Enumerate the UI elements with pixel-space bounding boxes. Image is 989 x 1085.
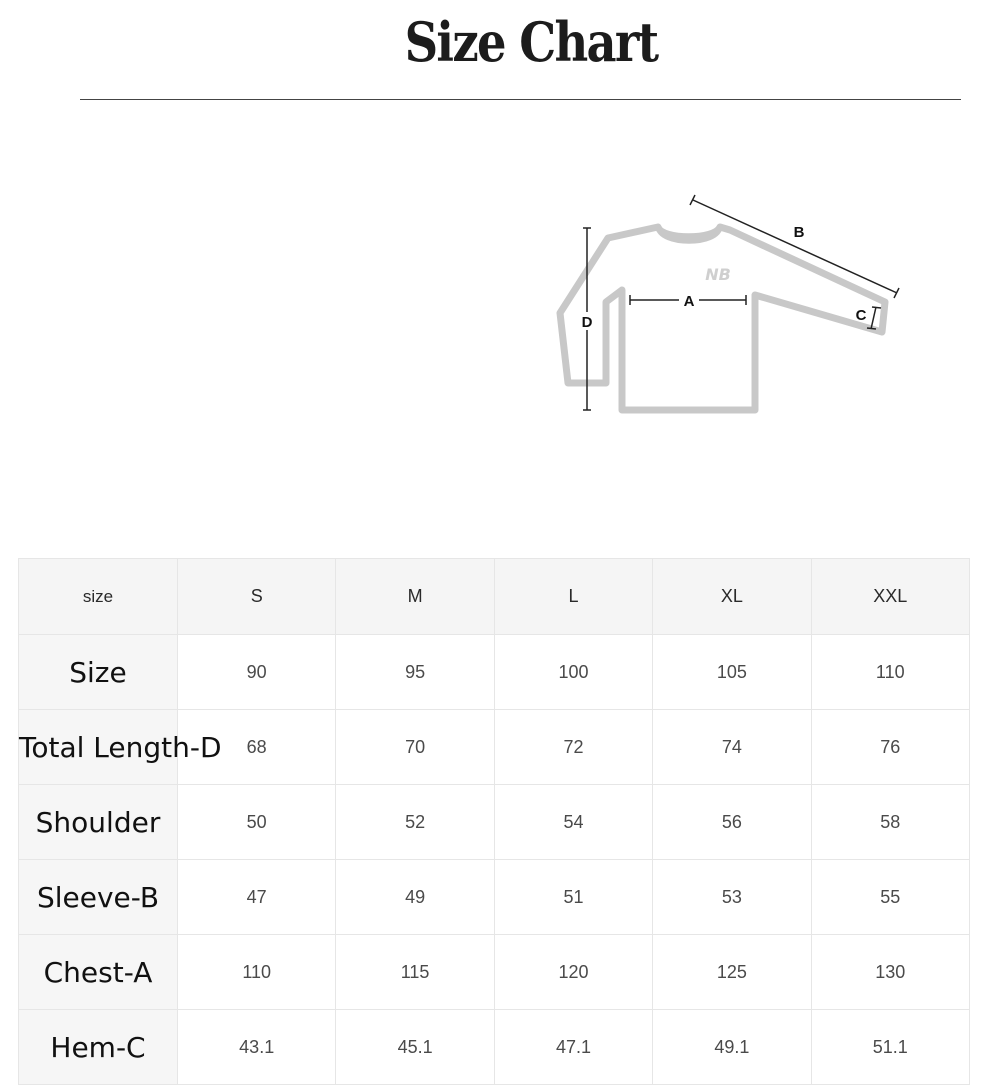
- table-cell: 74: [653, 710, 811, 785]
- table-row: [19, 935, 970, 1010]
- table-cell: 110: [811, 635, 969, 710]
- table-cell: 56: [653, 785, 811, 860]
- title-divider: [80, 99, 961, 100]
- table-cell: 110: [178, 935, 336, 1010]
- table-cell: 68: [178, 710, 336, 785]
- table-cell: 120: [494, 935, 652, 1010]
- table-cell: 105: [653, 635, 811, 710]
- table-cell: 90: [178, 635, 336, 710]
- table-cell: 51: [494, 860, 652, 935]
- row-label: Chest-A: [19, 935, 178, 1010]
- row-label: Size: [19, 635, 178, 710]
- table-cell: 50: [178, 785, 336, 860]
- row-label: Sleeve-B: [19, 860, 178, 935]
- header-cell-s: S: [178, 559, 336, 635]
- header-cell-l: L: [494, 559, 652, 635]
- row-label: Shoulder: [19, 785, 178, 860]
- table-cell: 115: [336, 935, 494, 1010]
- table-cell: 51.1: [811, 1010, 969, 1085]
- measure-label-b: B: [793, 224, 805, 241]
- table-cell: 70: [336, 710, 494, 785]
- table-cell: 72: [494, 710, 652, 785]
- table-cell: 45.1: [336, 1010, 494, 1085]
- table-cell: 53: [653, 860, 811, 935]
- header-cell-m: M: [336, 559, 494, 635]
- table-cell: 54: [494, 785, 652, 860]
- header-cell-xl: XL: [653, 559, 811, 635]
- new-balance-logo: NB: [705, 265, 731, 284]
- table-cell: 95: [336, 635, 494, 710]
- table-cell: 58: [811, 785, 969, 860]
- table-cell: 125: [653, 935, 811, 1010]
- table-header-row: [19, 559, 970, 635]
- table-row: [19, 710, 970, 785]
- table-row: [19, 860, 970, 935]
- measure-label-c: C: [855, 307, 867, 324]
- measure-line-c: [871, 307, 876, 329]
- header-cell-size: size: [19, 559, 178, 635]
- table-cell: 43.1: [178, 1010, 336, 1085]
- size-table: [18, 558, 970, 1085]
- table-cell: 130: [811, 935, 969, 1010]
- page-title: Size Chart: [404, 10, 658, 74]
- table-cell: 49: [336, 860, 494, 935]
- table-row: [19, 785, 970, 860]
- table-cell: 47: [178, 860, 336, 935]
- table-cell: 55: [811, 860, 969, 935]
- shirt-outline: [560, 227, 885, 410]
- header-cell-xxl: XXL: [811, 559, 969, 635]
- table-cell: 49.1: [653, 1010, 811, 1085]
- table-row: [19, 1010, 970, 1085]
- table-cell: 100: [494, 635, 652, 710]
- row-label: Hem-C: [19, 1010, 178, 1085]
- table-cell: 47.1: [494, 1010, 652, 1085]
- shirt-measurement-diagram: [550, 190, 910, 420]
- row-label: Total Length-D: [19, 710, 178, 785]
- measure-label-d: D: [581, 314, 593, 331]
- table-cell: 76: [811, 710, 969, 785]
- measure-label-a: A: [683, 293, 695, 310]
- table-row: [19, 635, 970, 710]
- table-cell: 52: [336, 785, 494, 860]
